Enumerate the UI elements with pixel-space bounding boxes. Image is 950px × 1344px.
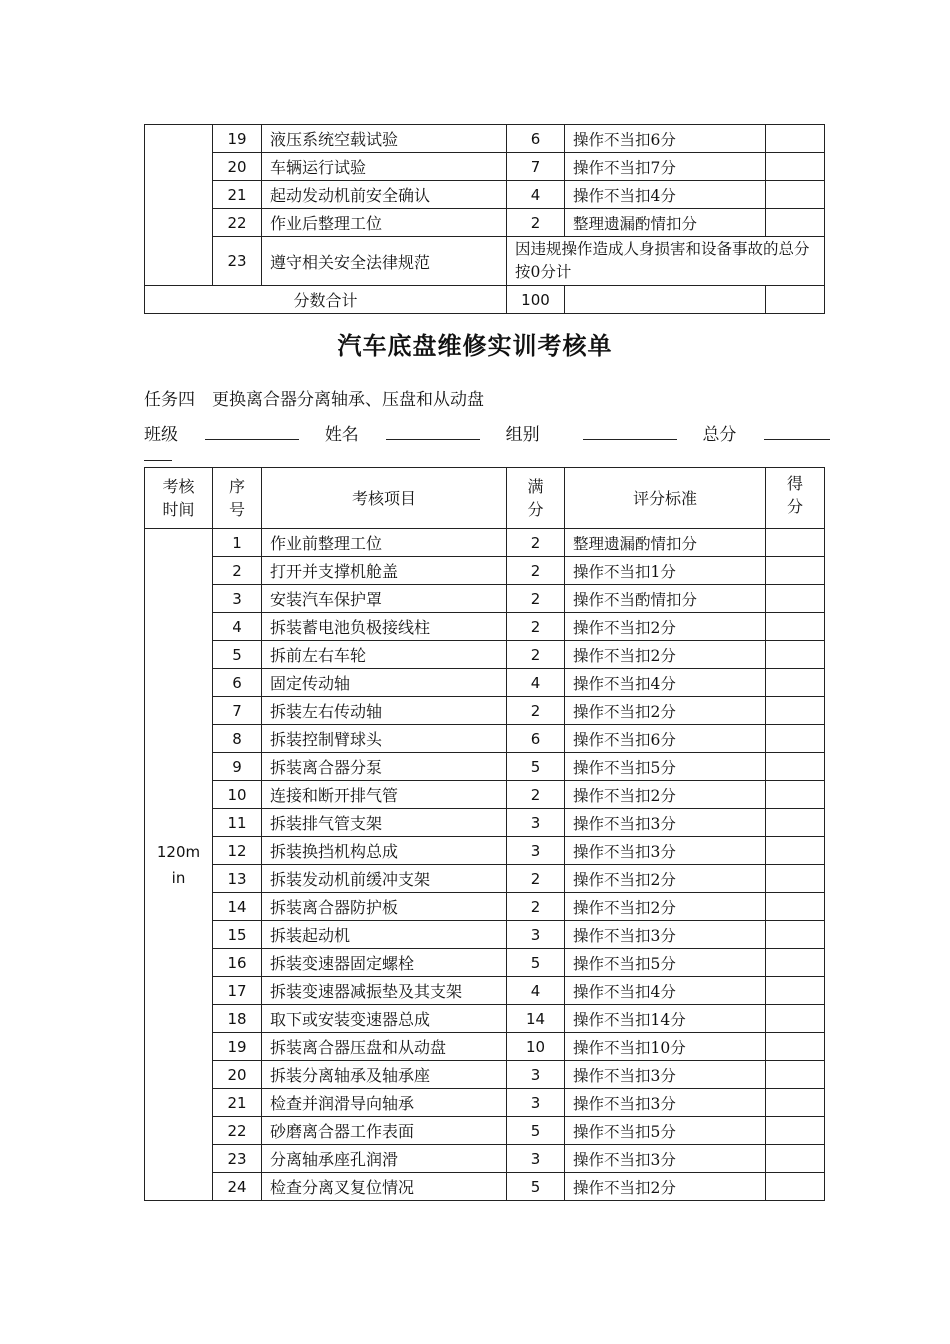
score-input-cell[interactable] (766, 837, 825, 865)
header-got: 得分 (766, 468, 825, 529)
score-input-cell[interactable] (766, 1061, 825, 1089)
table-row: 18 取下或安装变速器总成 14 操作不当扣14分 (145, 1005, 825, 1033)
table-row: 13 拆装发动机前缓冲支架 2 操作不当扣2分 (145, 865, 825, 893)
score-input-cell[interactable] (766, 1005, 825, 1033)
header-score: 满分 (507, 468, 565, 529)
total-score-field-wrap (144, 440, 172, 461)
total-score-label: 总分 (702, 425, 737, 445)
top-score-table (144, 124, 825, 314)
header-time: 考核时间 (145, 468, 213, 529)
score-input-cell[interactable] (766, 529, 825, 557)
table-row: 17 拆装变速器减振垫及其支架 4 操作不当扣4分 (145, 977, 825, 1005)
total-row (145, 286, 825, 314)
name-label: 姓名 (324, 425, 359, 445)
score-input-cell[interactable] (766, 1033, 825, 1061)
table-row: 6 固定传动轴 4 操作不当扣4分 (145, 669, 825, 697)
header-standard: 评分标准 (565, 468, 766, 529)
table-row: 3 安装汽车保护罩 2 操作不当酌情扣分 (145, 585, 825, 613)
table-row: 20 车辆运行试验 7 操作不当扣7分 (145, 153, 825, 181)
table-row: 4 拆装蓄电池负极接线柱 2 操作不当扣2分 (145, 613, 825, 641)
table-row: 120min 1 作业前整理工位 2 整理遗漏酌情扣分 (145, 529, 825, 557)
group-field[interactable] (583, 425, 677, 440)
time-cell: 120min (145, 529, 213, 1201)
table-row: 21 起动发动机前安全确认 4 操作不当扣4分 (145, 181, 825, 209)
total-score-field[interactable] (764, 425, 830, 440)
page-title: 汽车底盘维修实训考核单 (337, 331, 613, 360)
table-row: 5 拆前左右车轮 2 操作不当扣2分 (145, 641, 825, 669)
time-cell (145, 125, 213, 286)
score-input-cell[interactable] (766, 753, 825, 781)
table-row: 22 作业后整理工位 2 整理遗漏酌情扣分 (145, 209, 825, 237)
header-no: 序号 (213, 468, 262, 529)
table-row: 12 拆装换挡机构总成 3 操作不当扣3分 (145, 837, 825, 865)
table-row: 11 拆装排气管支架 3 操作不当扣3分 (145, 809, 825, 837)
assessment-table (144, 467, 825, 1201)
score-input-cell[interactable] (766, 181, 825, 209)
table-row: 2 打开并支撑机舱盖 2 操作不当扣1分 (145, 557, 825, 585)
score-input-cell[interactable] (766, 1089, 825, 1117)
group-label: 组别 (505, 425, 540, 445)
score-input-cell[interactable] (766, 1145, 825, 1173)
table-row: 16 拆装变速器固定螺栓 5 操作不当扣5分 (145, 949, 825, 977)
name-field[interactable] (386, 425, 480, 440)
table-row: 21 检查并润滑导向轴承 3 操作不当扣3分 (145, 1089, 825, 1117)
score-input-cell[interactable] (766, 865, 825, 893)
table-row: 9 拆装离合器分泵 5 操作不当扣5分 (145, 753, 825, 781)
task-title: 任务四 更换离合器分离轴承、压盘和从动盘 (144, 390, 484, 410)
score-input-cell[interactable] (766, 725, 825, 753)
score-input-cell[interactable] (766, 641, 825, 669)
score-input-cell[interactable] (766, 209, 825, 237)
table-row: 8 拆装控制臂球头 6 操作不当扣6分 (145, 725, 825, 753)
table-row: 19 拆装离合器压盘和从动盘 10 操作不当扣10分 (145, 1033, 825, 1061)
table-row: 20 拆装分离轴承及轴承座 3 操作不当扣3分 (145, 1061, 825, 1089)
score-input-cell[interactable] (766, 613, 825, 641)
score-input-cell[interactable] (766, 893, 825, 921)
score-input-cell[interactable] (766, 697, 825, 725)
table-row: 24 检查分离叉复位情况 5 操作不当扣2分 (145, 1173, 825, 1201)
total-value: 100 (507, 286, 565, 314)
table-row: 23 遵守相关安全法律规范 因违规操作造成人身损害和设备事故的总分按0分计 (145, 237, 825, 286)
header-item: 考核项目 (262, 468, 507, 529)
student-info-line (144, 420, 830, 445)
score-input-cell[interactable] (766, 977, 825, 1005)
score-input-cell[interactable] (766, 1117, 825, 1145)
score-input-cell[interactable] (766, 809, 825, 837)
table-row: 19 液压系统空载试验 6 操作不当扣6分 (145, 125, 825, 153)
score-input-cell[interactable] (766, 1173, 825, 1201)
table-header-row (145, 468, 825, 529)
score-input-cell[interactable] (766, 781, 825, 809)
table-row: 15 拆装起动机 3 操作不当扣3分 (145, 921, 825, 949)
score-input-cell[interactable] (766, 125, 825, 153)
table-row: 10 连接和断开排气管 2 操作不当扣2分 (145, 781, 825, 809)
score-input-cell[interactable] (766, 557, 825, 585)
score-input-cell[interactable] (766, 286, 825, 314)
class-label: 班级 (144, 425, 178, 445)
score-input-cell[interactable] (766, 669, 825, 697)
score-input-cell[interactable] (766, 949, 825, 977)
score-input-cell[interactable] (766, 153, 825, 181)
table-row: 14 拆装离合器防护板 2 操作不当扣2分 (145, 893, 825, 921)
total-label: 分数合计 (145, 286, 507, 314)
score-input-cell[interactable] (766, 585, 825, 613)
score-input-cell[interactable] (766, 921, 825, 949)
table-row: 23 分离轴承座孔润滑 3 操作不当扣3分 (145, 1145, 825, 1173)
table-row: 22 砂磨离合器工作表面 5 操作不当扣5分 (145, 1117, 825, 1145)
class-field[interactable] (205, 425, 299, 440)
table-row: 7 拆装左右传动轴 2 操作不当扣2分 (145, 697, 825, 725)
